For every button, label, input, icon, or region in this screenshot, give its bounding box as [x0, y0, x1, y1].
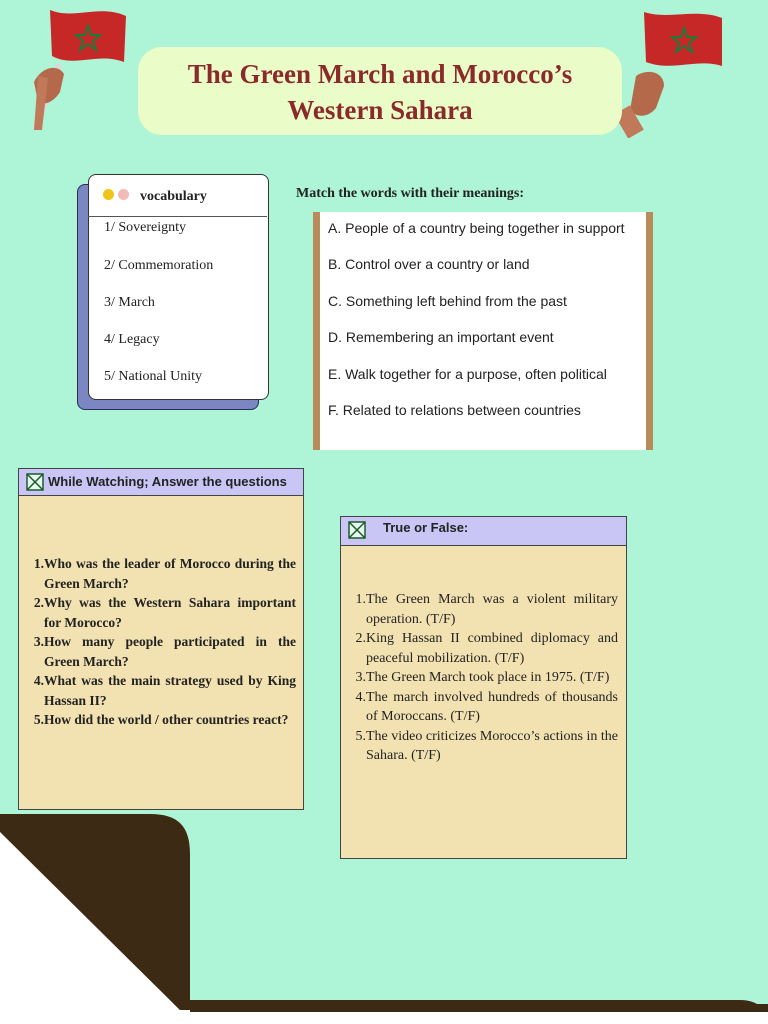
true-false-title: True or False:	[383, 520, 469, 535]
list-item	[24, 554, 296, 593]
meaning-item: D. Remembering an important event	[328, 329, 554, 345]
vocabulary-item: 3/ March	[104, 295, 155, 310]
statement-text: The march involved hundreds of thousands of Moroccans. (T/F)	[366, 689, 618, 724]
statement-number: 2.	[355, 631, 366, 646]
question-number: 4.	[33, 673, 44, 688]
list-item	[24, 632, 296, 671]
page-curl-decoration	[0, 812, 768, 1024]
statement-number: 1.	[355, 592, 366, 607]
list-item	[24, 671, 296, 710]
question-number: 2.	[33, 595, 44, 610]
title-line-2: Western Sahara	[287, 95, 473, 125]
question-text: Why was the Western Sahara important for Morocco?	[44, 595, 296, 630]
list-item	[24, 710, 296, 730]
list-item	[24, 593, 296, 632]
meaning-item: B. Control over a country or land	[328, 256, 530, 272]
statement-number: 3.	[355, 670, 366, 685]
question-text: How many people participated in the Green March?	[44, 634, 296, 669]
pink-dot-icon	[118, 189, 129, 200]
question-text: How did the world / other countries react?	[44, 712, 289, 727]
statement-text: The Green March took place in 1975. (T/F)	[366, 670, 610, 685]
matching-instruction: Match the words with their meanings:	[296, 186, 525, 201]
vocabulary-title: vocabulary	[140, 189, 207, 204]
list-item	[346, 590, 618, 629]
question-text: What was the main strategy used by King Hassan II?	[44, 673, 296, 708]
yellow-dot-icon	[103, 189, 114, 200]
page-title	[138, 56, 622, 128]
vocabulary-item: 5/ National Unity	[104, 369, 202, 384]
question-list	[24, 554, 296, 730]
list-item	[346, 629, 618, 668]
meaning-item: A. People of a country being together in support	[328, 220, 625, 236]
meaning-item: C. Something left behind from the past	[328, 293, 567, 309]
question-number: 1.	[33, 556, 44, 571]
statement-text: King Hassan II combined diplomacy and peaceful mobilization. (T/F)	[366, 631, 618, 666]
vocabulary-item: 1/ Sovereignty	[104, 220, 187, 235]
list-item	[346, 688, 618, 727]
vocabulary-item: 2/ Commemoration	[104, 258, 214, 273]
title-line-1: The Green March and Morocco’s	[187, 59, 573, 89]
statement-number: 5.	[355, 728, 366, 744]
statement-number: 4.	[355, 689, 366, 705]
question-text: Who was the leader of Morocco during the Green March?	[44, 556, 296, 591]
statement-list	[346, 590, 618, 766]
question-number: 5.	[33, 712, 44, 727]
while-watching-title: While Watching; Answer the questions	[48, 474, 287, 489]
list-item	[346, 668, 618, 688]
morocco-flag-left-icon	[14, 2, 134, 132]
statement-text: The Green March was a violent military operation. (T/F)	[366, 592, 618, 627]
meaning-item: F. Related to relations between countries	[328, 402, 581, 418]
meaning-item: E. Walk together for a purpose, often political	[328, 366, 607, 382]
checkbox-icon	[26, 473, 44, 491]
vocabulary-item: 4/ Legacy	[104, 332, 160, 347]
morocco-flag-right-icon	[612, 8, 732, 138]
list-item	[346, 727, 618, 766]
statement-text: The video criticizes Morocco’s actions in the Sahara. (T/F)	[366, 728, 618, 763]
question-number: 3.	[33, 634, 44, 649]
checkbox-icon	[348, 521, 366, 539]
